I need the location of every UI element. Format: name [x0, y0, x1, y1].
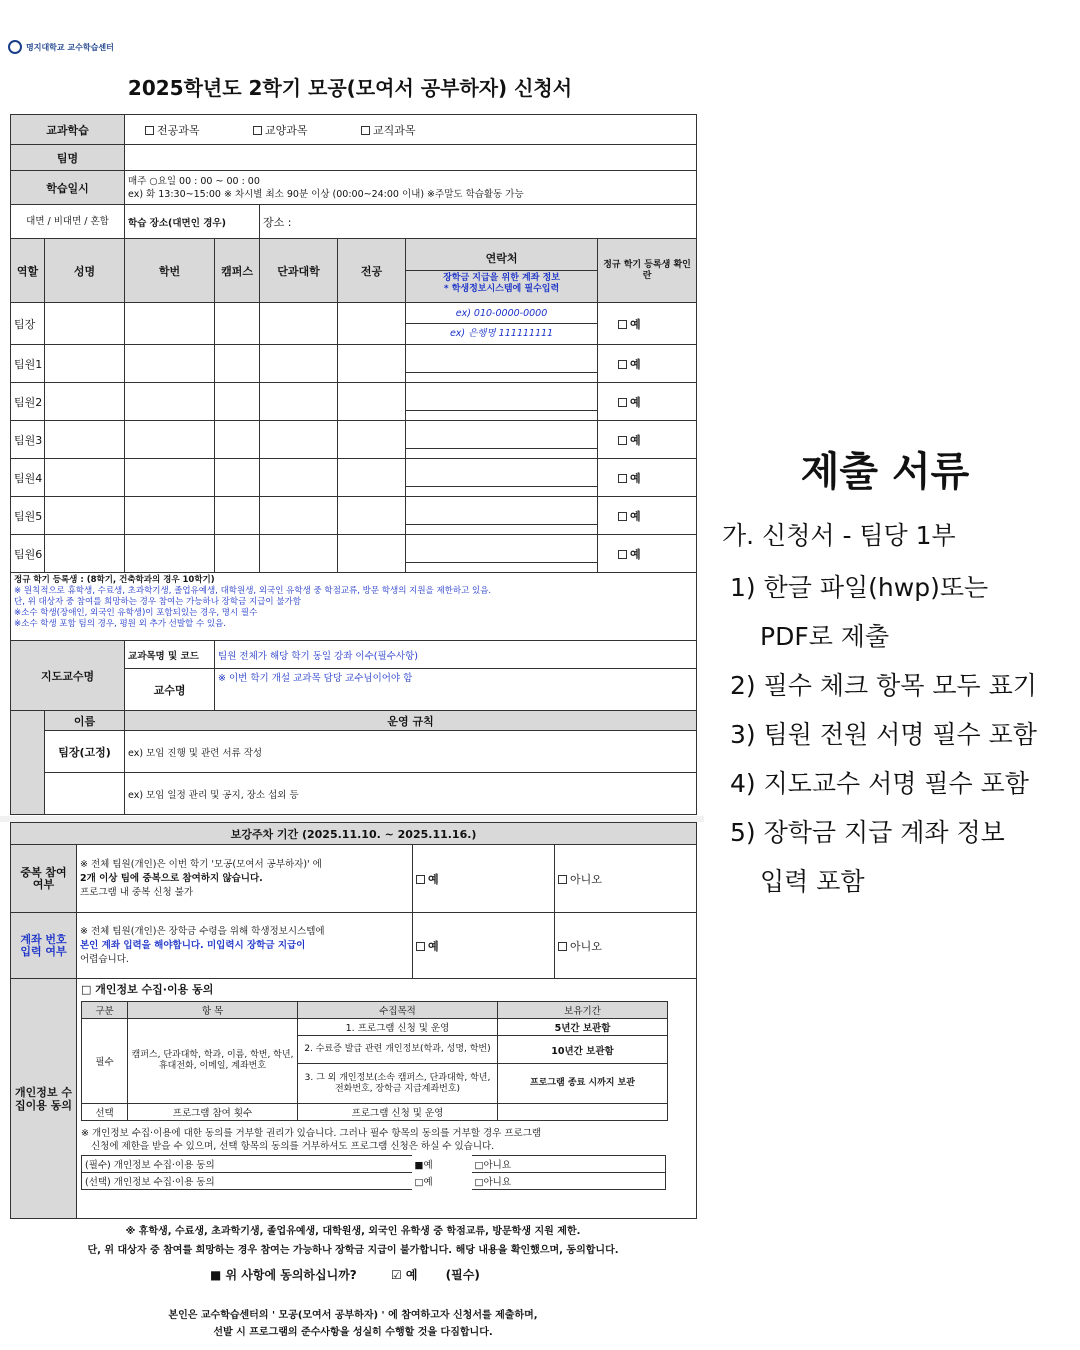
course-major-checkbox[interactable]: 전공과목 — [145, 124, 200, 137]
logo — [8, 40, 114, 54]
col-college: 단과대학 — [260, 239, 338, 303]
member-cell[interactable] — [215, 383, 260, 421]
col-contact: 연락처 — [406, 247, 597, 271]
course-teaching-checkbox[interactable]: 교직과목 — [361, 124, 416, 137]
member-cell[interactable] — [45, 383, 125, 421]
member-cell[interactable] — [45, 421, 125, 459]
agree-yes-checkbox[interactable]: ☑ 예 — [390, 1268, 418, 1282]
enrolled-checkbox[interactable]: 예 — [598, 303, 697, 345]
enrolled-checkbox[interactable]: 예 — [598, 421, 697, 459]
member-cell[interactable] — [125, 345, 215, 383]
acct-label: 계좌 번호 입력 여부 — [11, 913, 77, 979]
member-contact-cell[interactable] — [406, 459, 598, 497]
member-cell[interactable] — [338, 535, 406, 573]
privacy-th: 수집목적 — [298, 1002, 498, 1019]
form-title: 2025학년도 2학기 모공(모여서 공부하자) 신청서 — [127, 76, 573, 100]
submit-item: 2) 필수 체크 항목 모두 표기 — [730, 671, 1037, 700]
rules-name-header: 이름 — [45, 711, 125, 731]
member-cell[interactable] — [45, 535, 125, 573]
privacy-section — [77, 979, 697, 1219]
acct-yes-checkbox[interactable]: 예 — [413, 913, 555, 979]
member-cell[interactable] — [260, 459, 338, 497]
submit-item: 5) 장학금 지급 계좌 정보 — [730, 818, 1005, 847]
col-contact-note: 장학금 지급을 위한 계좌 정보 * 학생정보시스템에 필수입력 — [443, 272, 560, 294]
member-cell[interactable] — [260, 383, 338, 421]
privacy-optional: 선택 — [82, 1104, 128, 1121]
privacy-keep: 10년간 보관함 — [498, 1036, 668, 1064]
member-cell[interactable] — [45, 345, 125, 383]
rules-header: 운영 규칙 — [125, 711, 697, 731]
dup-yes-checkbox[interactable]: 예 — [413, 845, 555, 913]
member-cell[interactable] — [215, 459, 260, 497]
consent-required-no[interactable]: □아니요 — [472, 1156, 666, 1173]
member-cell[interactable] — [338, 383, 406, 421]
submit-item: 3) 팀원 전원 서명 필수 포함 — [730, 720, 1037, 749]
col-campus: 캠퍼스 — [215, 239, 260, 303]
pledge-2: 선발 시 프로그램의 준수사항을 성실히 수행할 것을 다짐합니다. — [213, 1327, 493, 1338]
advisor-prof-label: 교수명 — [125, 669, 215, 711]
member-cell[interactable] — [215, 345, 260, 383]
rule-1[interactable]: ex) 모임 진행 및 관련 서류 작성 — [125, 731, 697, 773]
schedule-field[interactable]: 매주 ○요일 00 : 00 ~ 00 : 00 ex) 화 13:30~15:00 ※ 차시별 최소 90분 이상 (00:00~24:00 이내) ※주말도 학습활동 가능 — [125, 171, 697, 205]
member-cell[interactable] — [125, 497, 215, 535]
consent-optional-no[interactable]: □아니요 — [472, 1173, 666, 1190]
member-role: 팀원1 — [11, 345, 45, 383]
member-id-cell[interactable] — [125, 303, 215, 345]
member-cell[interactable] — [338, 421, 406, 459]
enrolled-checkbox[interactable]: 예 — [598, 459, 697, 497]
privacy-title: □ 개인정보 수집·이용 동의 — [81, 983, 214, 996]
privacy-purpose: 1. 프로그램 신청 및 운영 — [298, 1019, 498, 1036]
schedule-label: 학습일시 — [11, 171, 125, 205]
member-contact-cell[interactable] — [406, 383, 598, 421]
col-role: 역할 — [11, 239, 45, 303]
advisor-course-field[interactable]: 팀원 전체가 해당 학기 동일 강좌 이수(필수사항) — [215, 641, 697, 669]
rules-leader: 팀장(고정) — [45, 731, 125, 773]
member-cell[interactable] — [338, 497, 406, 535]
member-contact-cell[interactable] — [406, 421, 598, 459]
consent-required: (필수) 개인정보 수집·이용 동의 — [82, 1156, 412, 1173]
member-cell[interactable] — [215, 421, 260, 459]
col-id: 학번 — [125, 239, 215, 303]
privacy-th: 항 목 — [128, 1002, 298, 1019]
privacy-keep: 5년간 보관함 — [498, 1019, 668, 1036]
team-name-field[interactable] — [125, 145, 697, 171]
enrolled-checkbox[interactable]: 예 — [598, 383, 697, 421]
logo-text: 명지대학교 교수학습센터 — [26, 42, 114, 52]
privacy-purpose: 3. 그 외 개인정보(소속 캠퍼스, 단과대학, 학년, 전화번호, 장학금 지급계좌번호) — [298, 1064, 498, 1104]
privacy-notice: ※ 개인정보 수집·이용에 대한 동의를 거부할 권리가 있습니다. 그러나 필수 항목의 동의를 거부할 경우 프로그램 신청에 제한을 받을 수 있으며, 선택 항목의 동의를 거부하셔도 프로그램 신청은 하실 수 있습니다. — [81, 1128, 542, 1152]
footer-note-1: ※ 휴학생, 수료생, 초과학기생, 졸업유예생, 대학원생, 외국인 유학생 중 학점교류, 방문학생 지원 제한. — [125, 1226, 581, 1237]
member-role: 팀원4 — [11, 459, 45, 497]
rule-2[interactable]: ex) 모임 일정 관리 및 공지, 장소 섭외 등 — [125, 773, 697, 815]
dup-label: 중복 참여 여부 — [11, 845, 77, 913]
col-enrolled: 정규 학기 등록생 확인란 — [598, 239, 697, 303]
rules-side — [11, 711, 45, 815]
privacy-th: 구분 — [82, 1002, 128, 1019]
mode-label: 대면 / 비대면 / 혼합 — [11, 205, 125, 239]
submit-item: 4) 지도교수 서명 필수 포함 — [730, 769, 1029, 798]
member-cell[interactable] — [125, 421, 215, 459]
acct-no-checkbox[interactable]: 아니오 — [555, 913, 697, 979]
advisor-course-label: 교과목명 및 코드 — [125, 641, 215, 669]
member-major-cell[interactable] — [338, 303, 406, 345]
col-name: 성명 — [45, 239, 125, 303]
member-role: 팀장 — [11, 303, 45, 345]
member-cell[interactable] — [260, 535, 338, 573]
advisor-label: 지도교수명 — [11, 641, 125, 711]
submit-item: 1) 한글 파일(hwp)또는 — [730, 573, 989, 602]
privacy-opt-purpose: 프로그램 신청 및 운영 — [298, 1104, 498, 1121]
logo-icon — [8, 40, 22, 54]
team-name-label: 팀명 — [11, 145, 125, 171]
agree-question: ■ 위 사항에 동의하십니까? ☑ 예 (필수) — [210, 1268, 480, 1282]
privacy-th: 보유기간 — [498, 1002, 668, 1019]
consent-table — [81, 1155, 666, 1190]
privacy-purpose: 2. 수료증 발급 관련 개인정보(학과, 성명, 학번) — [298, 1036, 498, 1064]
member-cell[interactable] — [125, 383, 215, 421]
member-cell[interactable] — [338, 345, 406, 383]
place-label: 학습 장소(대면인 경우) — [125, 205, 260, 239]
dup-no-checkbox[interactable]: 아니오 — [555, 845, 697, 913]
eligibility-notes: 정규 학기 등록생 : (8학기, 건축학과의 경우 10학기) ※ 원칙적으로 휴학생, 수료생, 초과학기생, 졸업유예생, 대학원생, 외국인 유학생 중 학점교류, 방문 학생의 지원을 제한하고 있음. 단, 위 대상자 중 참여를 희망하는 경우 참여는 가능하나 장학금 지급이 불가함 ※소수 학생(장애인, 외국인 유학생)이 포함되있는 경우, 명시 필수 ※소수 학생 포함 팀의 경우, 평원 외 추가 선발할 수 있음. — [11, 573, 697, 641]
place-field[interactable]: 장소 : — [260, 205, 697, 239]
member-cell[interactable] — [45, 497, 125, 535]
consent-required-yes[interactable]: ■예 — [414, 1160, 433, 1171]
privacy-table — [81, 1001, 668, 1121]
member-cell[interactable] — [260, 497, 338, 535]
course-type-options — [125, 115, 697, 145]
enrolled-checkbox[interactable]: 예 — [598, 535, 697, 573]
member-campus-cell[interactable] — [215, 303, 260, 345]
dup-text: ※ 전체 팀원(개인)은 이번 학기 '모공(모여서 공부하자)' 에 2개 이상 팀에 중복으로 참여하지 않습니다. 프로그램 내 중복 신청 불가 — [77, 845, 413, 913]
pledge-1: 본인은 교수학습센터의 ' 모공(모여서 공부하자) ' 에 참여하고자 신청서를 제출하며, — [168, 1310, 538, 1321]
privacy-label: 개인정보 수집이용 동의 — [11, 979, 77, 1219]
privacy-items: 캠퍼스, 단과대학, 학과, 이름, 학번, 학년, 휴대전화, 이메일, 계좌번호 — [128, 1019, 298, 1104]
member-cell[interactable] — [125, 535, 215, 573]
member-role: 팀원2 — [11, 383, 45, 421]
member-cell[interactable] — [338, 459, 406, 497]
member-contact-cell[interactable] — [406, 497, 598, 535]
member-cell[interactable] — [215, 497, 260, 535]
consent-optional: (선택) 개인정보 수집·이용 동의 — [82, 1173, 412, 1190]
member-role: 팀원6 — [11, 535, 45, 573]
member-cell[interactable] — [215, 535, 260, 573]
enrolled-checkbox[interactable]: 예 — [598, 497, 697, 535]
rules-member[interactable] — [45, 773, 125, 815]
privacy-opt-item: 프로그램 참여 횟수 — [128, 1104, 298, 1121]
course-general-checkbox[interactable]: 교양과목 — [253, 124, 308, 137]
member-role: 팀원5 — [11, 497, 45, 535]
member-name-cell[interactable] — [45, 303, 125, 345]
acct-text: ※ 전체 팀원(개인)은 장학금 수령을 위해 학생정보시스템에 본인 계좌 입력을 해야합니다. 미입력시 장학금 지급이 어렵습니다. — [77, 913, 413, 979]
member-role: 팀원3 — [11, 421, 45, 459]
submit-title: 제출 서류 — [800, 449, 970, 495]
application-table — [10, 114, 697, 815]
privacy-required: 필수 — [82, 1019, 128, 1104]
member-college-cell[interactable] — [260, 303, 338, 345]
member-cell[interactable] — [260, 421, 338, 459]
makeup-week: 보강주차 기간 (2025.11.10. ~ 2025.11.16.) — [11, 823, 697, 845]
member-cell[interactable] — [125, 459, 215, 497]
privacy-keep: 프로그램 종료 시까지 보관 — [498, 1064, 668, 1104]
member-contact-cell[interactable] — [406, 535, 598, 573]
footer-note-2: 단, 위 대상자 중 참여를 희망하는 경우 참여는 가능하나 장학금 지급이 불가합니다. 해당 내용을 확인했으며, 동의합니다. — [87, 1245, 619, 1256]
agreement-table — [10, 822, 697, 1219]
submit-item: PDF로 제출 — [760, 622, 890, 651]
enrolled-checkbox[interactable]: 예 — [598, 345, 697, 383]
member-cell[interactable] — [260, 345, 338, 383]
advisor-prof-field[interactable]: ※ 이번 학기 개설 교과목 담당 교수님이어야 함 — [215, 669, 697, 711]
member-cell[interactable] — [45, 459, 125, 497]
member-contact-cell[interactable] — [406, 345, 598, 383]
member-contact-cell[interactable]: ex) 010-0000-0000 ex) 은행명 111111111 — [406, 303, 598, 345]
submit-item: 입력 포함 — [760, 867, 865, 896]
consent-optional-yes[interactable]: □예 — [414, 1177, 433, 1188]
submit-item-a: 가. 신청서 - 팀당 1부 — [722, 521, 956, 550]
col-major: 전공 — [338, 239, 406, 303]
course-type-label: 교과학습 — [11, 115, 125, 145]
